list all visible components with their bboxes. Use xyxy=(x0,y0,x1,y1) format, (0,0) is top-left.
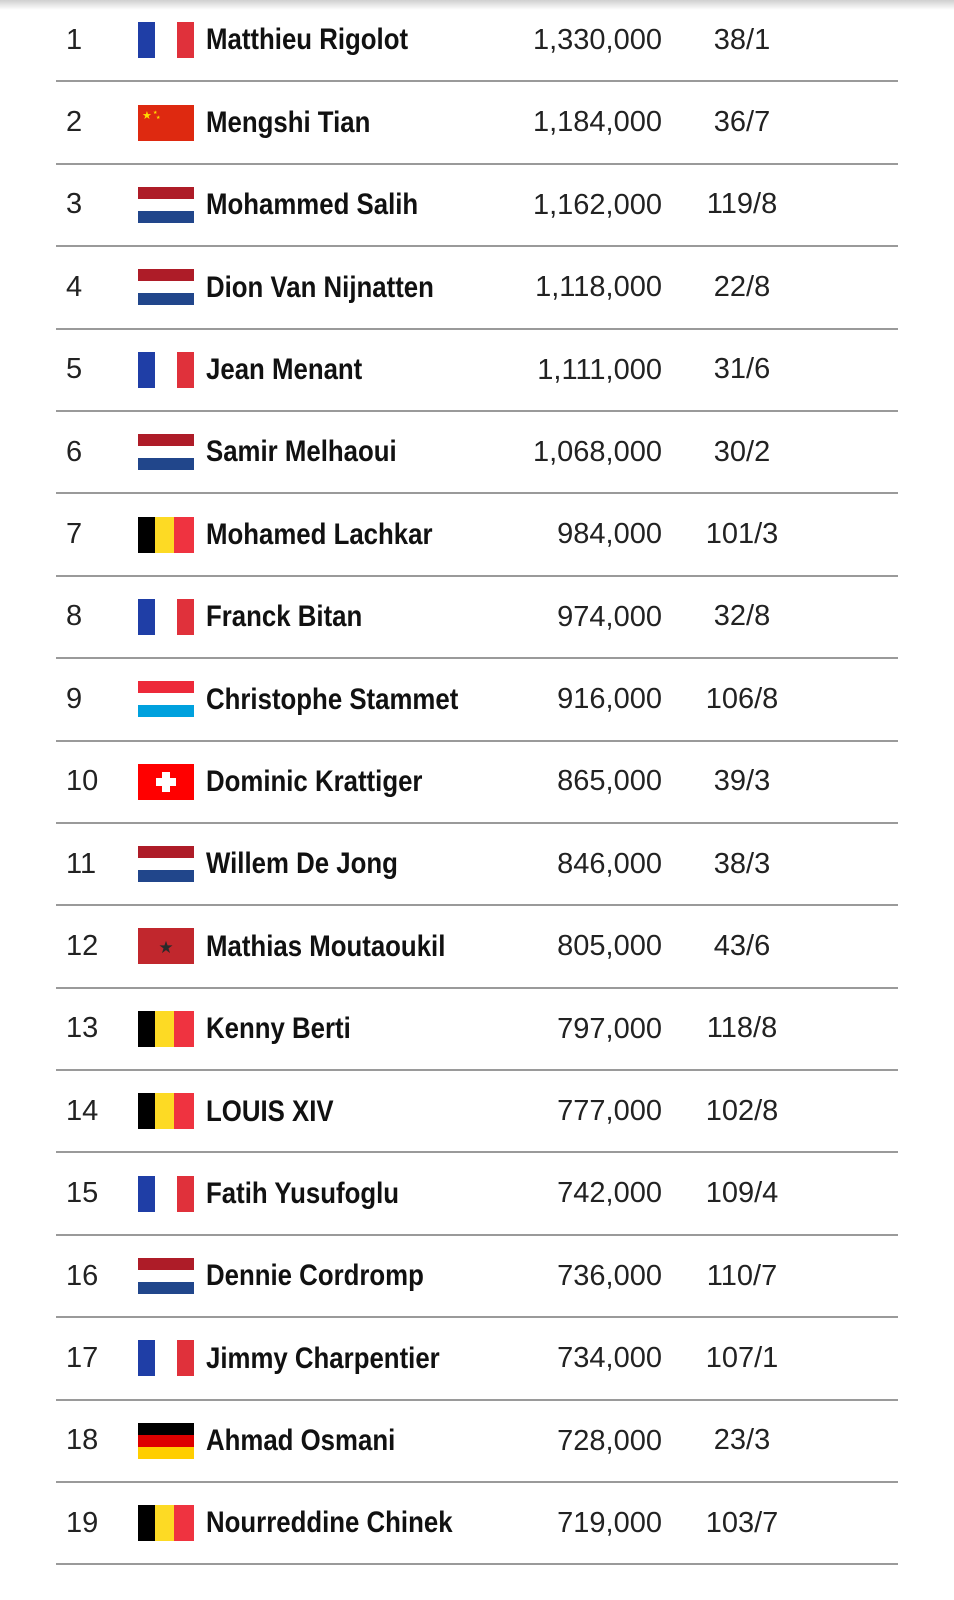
player-name-text: Mohammed Salih xyxy=(206,188,419,222)
points-cell xyxy=(476,82,662,162)
player-name xyxy=(206,1071,473,1151)
points-text: 846,000 xyxy=(557,847,662,880)
rank-cell: 10 xyxy=(66,765,99,798)
points-cell xyxy=(476,659,662,739)
player-name xyxy=(206,577,473,657)
rank-cell: 14 xyxy=(66,1094,99,1127)
points-cell xyxy=(476,824,662,904)
player-name-text: Mohamed Lachkar xyxy=(206,517,433,551)
player-name-text: Christophe Stammet xyxy=(206,682,459,716)
table-row xyxy=(56,247,898,329)
belgium-flag-icon xyxy=(138,517,194,553)
points-text: 984,000 xyxy=(557,518,662,551)
events-cell: 102/8 xyxy=(705,1094,779,1127)
france-flag-icon xyxy=(138,1176,194,1212)
points-text: 865,000 xyxy=(557,765,662,798)
points-cell xyxy=(476,0,662,80)
netherlands-flag-icon xyxy=(138,1258,194,1294)
events-cell: 38/3 xyxy=(713,847,771,880)
player-name-text: LOUIS XIV xyxy=(206,1094,334,1128)
table-row xyxy=(56,1318,898,1400)
points-cell xyxy=(476,989,662,1069)
events-cell: 103/7 xyxy=(705,1506,779,1539)
svg-text:★: ★ xyxy=(142,109,152,122)
netherlands-flag-icon xyxy=(138,434,194,470)
player-name xyxy=(206,0,473,80)
points-cell xyxy=(476,330,662,410)
table-row xyxy=(56,0,898,82)
player-name-text: Jean Menant xyxy=(206,353,363,386)
points-cell xyxy=(476,412,662,492)
points-cell xyxy=(476,1071,662,1151)
table-row xyxy=(56,494,898,576)
rank-cell: 6 xyxy=(66,435,83,468)
svg-text:★: ★ xyxy=(153,109,158,116)
rank-cell: 3 xyxy=(66,188,83,221)
points-text: 797,000 xyxy=(557,1012,662,1045)
events-cell: 107/1 xyxy=(705,1341,779,1374)
points-cell xyxy=(476,165,662,245)
france-flag-icon xyxy=(138,599,194,635)
points-text: 1,184,000 xyxy=(532,106,662,139)
rank-cell: 18 xyxy=(66,1424,99,1457)
table-row xyxy=(56,906,898,988)
events-cell: 31/6 xyxy=(713,353,771,386)
points-cell xyxy=(476,1153,662,1233)
table-row xyxy=(56,824,898,906)
player-name-text: Franck Bitan xyxy=(206,600,363,634)
points-text: 719,000 xyxy=(557,1506,662,1539)
rank-cell: 5 xyxy=(66,353,83,386)
luxembourg-flag-icon xyxy=(138,681,194,717)
france-flag-icon xyxy=(138,352,194,388)
player-name xyxy=(206,824,473,904)
table-row xyxy=(56,412,898,494)
player-name xyxy=(206,165,473,245)
belgium-flag-icon xyxy=(138,1011,194,1047)
player-name xyxy=(206,659,473,739)
points-text: 1,162,000 xyxy=(532,188,662,221)
rank-cell: 11 xyxy=(66,847,97,880)
player-name-text: Fatih Yusufoglu xyxy=(206,1176,400,1210)
events-cell: 43/6 xyxy=(713,929,771,962)
player-name-text: Ahmad Osmani xyxy=(206,1424,396,1458)
svg-text:★: ★ xyxy=(156,114,161,121)
rank-cell: 15 xyxy=(66,1177,99,1210)
france-flag-icon xyxy=(138,22,194,58)
player-name xyxy=(206,1153,473,1233)
player-name-text: Mathias Moutaoukil xyxy=(206,929,446,963)
player-name-text: Matthieu Rigolot xyxy=(206,23,409,57)
netherlands-flag-icon xyxy=(138,269,194,305)
netherlands-flag-icon xyxy=(138,846,194,882)
rank-cell: 4 xyxy=(66,270,83,303)
points-cell xyxy=(476,1483,662,1563)
player-name xyxy=(206,1483,473,1563)
belgium-flag-icon xyxy=(138,1505,194,1541)
player-name xyxy=(206,906,473,986)
player-name-text: Jimmy Charpentier xyxy=(206,1341,440,1375)
events-cell: 39/3 xyxy=(713,765,771,798)
rank-cell: 9 xyxy=(66,682,83,715)
points-cell xyxy=(476,906,662,986)
rank-cell: 2 xyxy=(66,106,83,139)
points-text: 734,000 xyxy=(557,1342,662,1375)
points-text: 916,000 xyxy=(557,683,662,716)
rank-cell: 7 xyxy=(66,518,83,551)
switzerland-flag-icon xyxy=(138,764,194,800)
player-name-text: Nourreddine Chinek xyxy=(206,1506,453,1540)
points-cell xyxy=(476,1318,662,1398)
points-text: 1,118,000 xyxy=(535,271,662,304)
rank-cell: 13 xyxy=(66,1012,99,1045)
events-cell: 109/4 xyxy=(705,1177,779,1210)
points-text: 974,000 xyxy=(557,600,662,633)
table-row xyxy=(56,742,898,824)
table-row xyxy=(56,1401,898,1483)
events-cell: 110/7 xyxy=(706,1259,778,1292)
table-row xyxy=(56,1483,898,1565)
points-text: 736,000 xyxy=(557,1259,662,1292)
table-row xyxy=(56,989,898,1071)
points-cell xyxy=(476,742,662,822)
table-row xyxy=(56,1071,898,1153)
points-text: 777,000 xyxy=(557,1095,662,1128)
belgium-flag-icon xyxy=(138,1093,194,1129)
events-cell: 22/8 xyxy=(713,270,771,303)
netherlands-flag-icon xyxy=(138,187,194,223)
points-text: 742,000 xyxy=(557,1177,662,1210)
points-cell xyxy=(476,1401,662,1481)
points-text: 1,111,000 xyxy=(537,353,662,386)
player-name-text: Kenny Berti xyxy=(206,1012,351,1046)
points-cell xyxy=(476,577,662,657)
table-row xyxy=(56,165,898,247)
events-cell: 36/7 xyxy=(713,106,771,139)
player-name xyxy=(206,247,473,327)
rank-cell: 19 xyxy=(66,1506,99,1539)
events-cell: 118/8 xyxy=(706,1012,778,1045)
points-text: 805,000 xyxy=(557,930,662,963)
points-cell xyxy=(476,1236,662,1316)
player-name-text: Dominic Krattiger xyxy=(206,764,423,798)
points-text: 728,000 xyxy=(557,1424,662,1457)
rank-cell: 16 xyxy=(66,1259,99,1292)
player-name xyxy=(206,742,473,822)
events-cell: 119/8 xyxy=(706,188,778,221)
rank-cell: 17 xyxy=(66,1341,99,1374)
player-name-text: Dennie Cordromp xyxy=(206,1259,424,1293)
events-cell: 30/2 xyxy=(713,435,771,468)
rank-cell: 8 xyxy=(66,600,83,633)
player-name xyxy=(206,494,473,574)
germany-flag-icon xyxy=(138,1423,194,1459)
player-name-text: Mengshi Tian xyxy=(206,105,371,139)
points-text: 1,068,000 xyxy=(532,435,662,468)
ranking-table xyxy=(56,0,898,1565)
player-name xyxy=(206,330,473,410)
table-row xyxy=(56,1236,898,1318)
china-flag-icon xyxy=(138,105,194,141)
rank-cell: 1 xyxy=(66,23,83,56)
points-cell xyxy=(476,247,662,327)
table-row xyxy=(56,577,898,659)
player-name xyxy=(206,1236,473,1316)
events-cell: 106/8 xyxy=(705,682,779,715)
points-cell xyxy=(476,494,662,574)
player-name-text: Dion Van Nijnatten xyxy=(206,270,434,304)
table-row xyxy=(56,330,898,412)
table-row xyxy=(56,1153,898,1235)
svg-text:★: ★ xyxy=(158,938,174,958)
table-row xyxy=(56,659,898,741)
events-cell: 32/8 xyxy=(713,600,771,633)
player-name-text: Samir Melhaoui xyxy=(206,435,397,469)
rank-cell: 12 xyxy=(66,929,99,962)
points-text: 1,330,000 xyxy=(532,23,662,56)
player-name xyxy=(206,1318,473,1398)
events-cell: 101/3 xyxy=(705,518,779,551)
player-name-text: Willem De Jong xyxy=(206,847,398,881)
events-cell: 38/1 xyxy=(713,23,771,56)
events-cell: 23/3 xyxy=(713,1424,771,1457)
player-name xyxy=(206,1401,473,1481)
table-row xyxy=(56,82,898,164)
player-name xyxy=(206,412,473,492)
player-name xyxy=(206,82,473,162)
morocco-flag-icon xyxy=(138,928,194,964)
player-name xyxy=(206,989,473,1069)
france-flag-icon xyxy=(138,1340,194,1376)
